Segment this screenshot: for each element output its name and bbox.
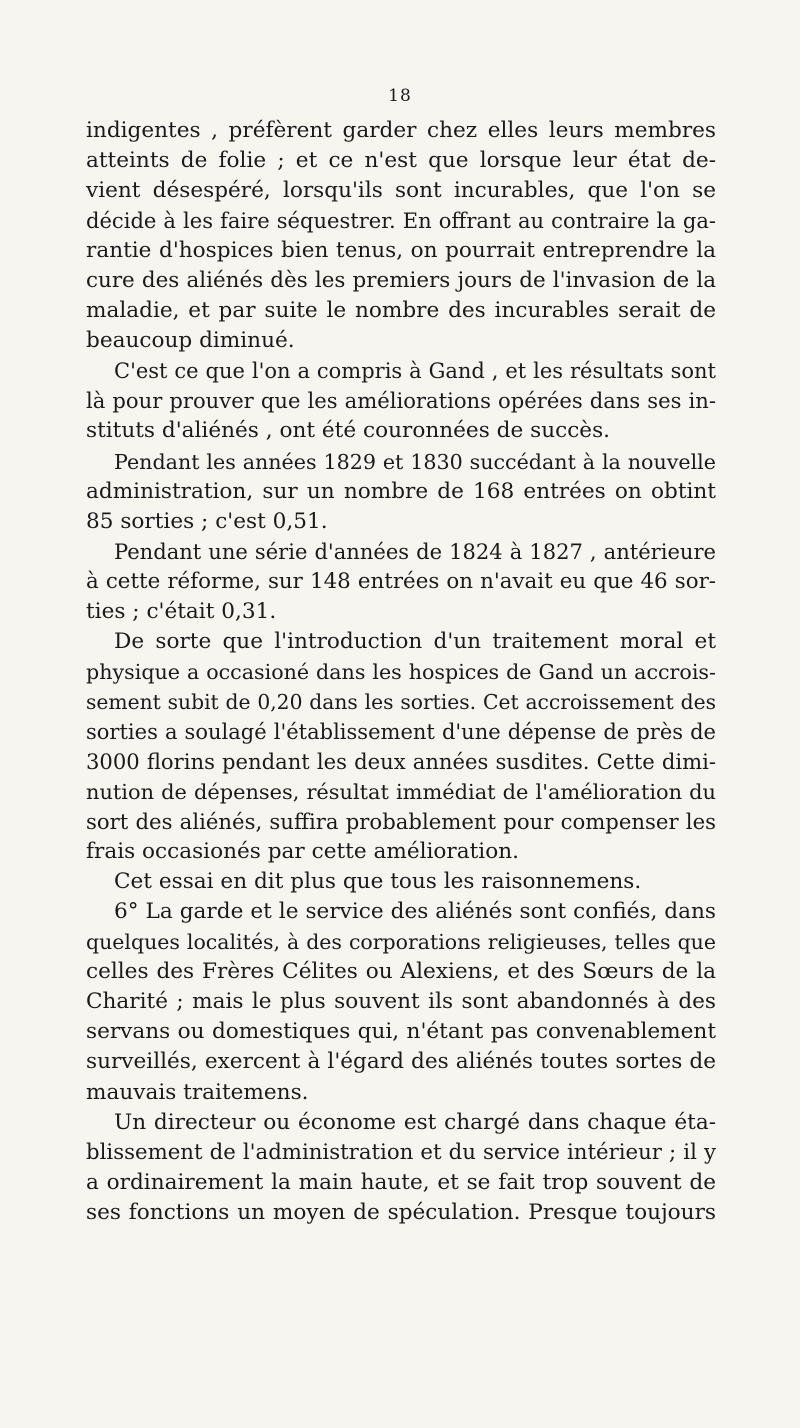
text-line: cure des aliénés dès les premiers jours de l'invasion de la <box>86 268 716 294</box>
text-line: rantie d'hospices bien tenus, on pourrait entreprendre la <box>86 238 716 264</box>
text-line: frais occasionés par cette amélioration. <box>86 839 519 865</box>
text-line: Pendant une série d'années de 1824 à 1827 , antérieure <box>114 538 716 564</box>
text-line: administration, sur un nombre de 168 entrées on obtint <box>86 478 716 504</box>
page-number: 18 <box>388 86 412 106</box>
text-line: blissement de l'administration et du service intérieur ; il y <box>86 1139 716 1165</box>
text-line: Charité ; mais le plus souvent ils sont abandonnés à des <box>86 989 716 1015</box>
text-line: a ordinairement la main haute, et se fait trop souvent de <box>86 1169 716 1195</box>
text-line: 3000 florins pendant les deux années susdites. Cette dimi- <box>86 748 716 774</box>
text-line: vient désespéré, lorsqu'ils sont incurables, que l'on se <box>86 178 716 204</box>
text-line: nution de dépenses, résultat immédiat de l'amélioration du <box>86 780 716 805</box>
text-line: Cet essai en dit plus que tous les raisonnemens. <box>114 869 642 895</box>
text-line: maladie, et par suite le nombre des incurables serait de <box>86 298 716 324</box>
text-line: physique a occasioné dans les hospices de Gand un accrois- <box>86 659 716 684</box>
text-line: quelques localités, à des corporations religieuses, telles que <box>86 930 716 955</box>
text-line: 6° La garde et le service des aliénés sont confiés, dans <box>114 899 716 925</box>
text-line: 85 sorties ; c'est 0,51. <box>86 508 328 534</box>
text-line: à cette réforme, sur 148 entrées on n'avait eu que 46 sor- <box>86 568 716 594</box>
text-line: atteints de folie ; et ce n'est que lorsque leur état de- <box>86 148 716 174</box>
text-line: Pendant les années 1829 et 1830 succédant à la nouvelle <box>114 449 716 474</box>
text-line: sement subit de 0,20 dans les sorties. Cet accroissement des <box>86 689 716 714</box>
text-line: sorties a soulagé l'établissement d'une dépense de près de <box>86 718 716 744</box>
text-line: Un directeur ou économe est chargé dans chaque éta- <box>114 1109 716 1135</box>
text-line: ses fonctions un moyen de spéculation. Presque toujours <box>86 1199 716 1225</box>
text-line: décide à les faire séquestrer. En offrant au contraire la ga- <box>86 208 716 234</box>
text-line: indigentes , préfèrent garder chez elles leurs membres <box>86 118 716 143</box>
text-line: beaucoup diminué. <box>86 328 295 354</box>
text-line: là pour prouver que les améliorations opérées dans ses in- <box>86 388 716 414</box>
text-line: De sorte que l'introduction d'un traitement moral et <box>114 628 716 654</box>
text-line: mauvais traitemens. <box>86 1079 309 1105</box>
text-line: celles des Frères Célites ou Alexiens, et des Sœurs de la <box>86 959 716 985</box>
text-line: ties ; c'était 0,31. <box>86 598 277 624</box>
text-line: C'est ce que l'on a compris à Gand , et les résultats sont <box>114 359 716 384</box>
text-line: servans ou domestiques qui, n'étant pas convenablement <box>86 1019 716 1045</box>
text-line: stituts d'aliénés , ont été couronnées de succès. <box>86 418 611 444</box>
body-text <box>86 116 716 1228</box>
text-line: sort des aliénés, suffira probablement pour compenser les <box>86 809 716 835</box>
text-line: surveillés, exercent à l'égard des aliénés toutes sortes de <box>86 1049 716 1075</box>
